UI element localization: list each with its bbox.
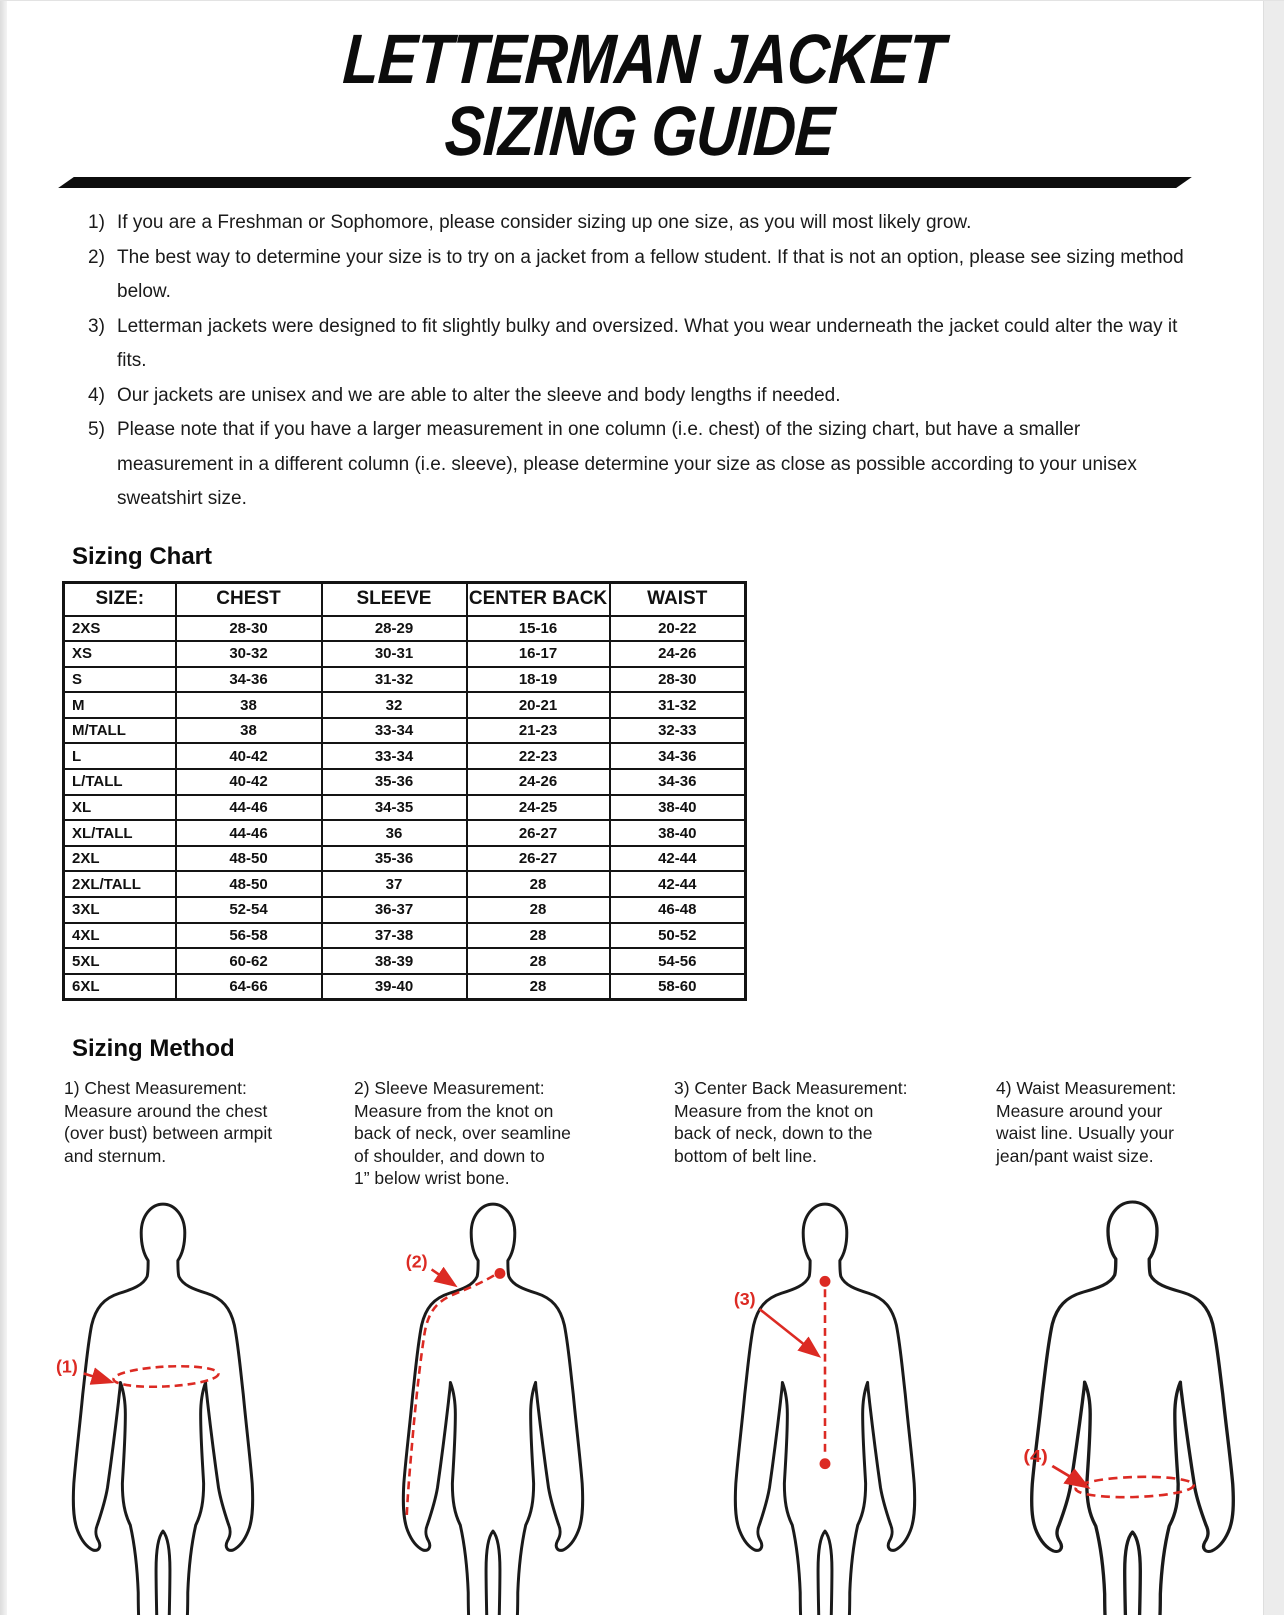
- value-cell: 20-22: [610, 616, 746, 642]
- table-header-row: [64, 582, 746, 616]
- note-text: If you are a Freshman or Sophomore, please consider sizing up one size, as you will most likely grow.: [117, 212, 972, 233]
- value-cell: 28-29: [322, 616, 467, 642]
- value-cell: 36-37: [322, 897, 467, 923]
- body-outline: [403, 1204, 582, 1615]
- value-cell: 48-50: [176, 846, 322, 872]
- size-cell: 3XL: [64, 897, 176, 923]
- body-outline: [1032, 1202, 1234, 1615]
- caption-line: Measure around your: [996, 1100, 1163, 1121]
- page-title: [337, 20, 947, 170]
- neck-knot-dot: [494, 1268, 505, 1279]
- value-cell: 38-40: [610, 820, 746, 846]
- value-cell: 34-36: [176, 667, 322, 693]
- value-cell: 32-33: [610, 718, 746, 744]
- sizing-table-body: [64, 616, 746, 1000]
- value-cell: 38: [176, 718, 322, 744]
- belt-line-dot: [820, 1458, 831, 1469]
- note-marker: 3): [88, 315, 105, 337]
- note-item: [88, 310, 1284, 379]
- figure-4-label: (4): [1023, 1446, 1048, 1467]
- size-cell: XL/TALL: [64, 820, 176, 846]
- method-caption-4: [996, 1077, 1284, 1190]
- value-cell: 56-58: [176, 923, 322, 949]
- value-cell: 31-32: [610, 692, 746, 718]
- value-cell: 22-23: [467, 743, 610, 769]
- caption-line: bottom of belt line.: [674, 1145, 817, 1166]
- column-header-chest: CHEST: [176, 582, 322, 616]
- size-cell: S: [64, 667, 176, 693]
- caption-line: Measure from the knot on: [354, 1100, 554, 1121]
- caption-line: back of neck, down to the: [674, 1123, 873, 1144]
- table-row: [64, 897, 746, 923]
- column-header-center-back: CENTER BACK: [467, 582, 610, 616]
- method-caption-2: [354, 1077, 674, 1190]
- size-cell: XL: [64, 795, 176, 821]
- size-cell: 2XL/TALL: [64, 871, 176, 897]
- caption-line: (over bust) between armpit: [64, 1123, 273, 1144]
- value-cell: 28: [467, 923, 610, 949]
- caption-line: jean/pant waist size.: [996, 1145, 1154, 1166]
- column-header-sleeve: SLEEVE: [322, 582, 467, 616]
- note-marker: 2): [88, 246, 105, 268]
- value-cell: 37: [322, 871, 467, 897]
- value-cell: 18-19: [467, 667, 610, 693]
- sizing-chart-heading: Sizing Chart: [72, 542, 213, 570]
- value-cell: 31-32: [322, 667, 467, 693]
- value-cell: 35-36: [322, 769, 467, 795]
- value-cell: 32: [322, 692, 467, 718]
- value-cell: 34-36: [610, 769, 746, 795]
- value-cell: 42-44: [610, 846, 746, 872]
- size-cell: L/TALL: [64, 769, 176, 795]
- size-cell: M/TALL: [64, 718, 176, 744]
- value-cell: 44-46: [176, 820, 322, 846]
- note-item: [88, 241, 1284, 310]
- value-cell: 46-48: [610, 897, 746, 923]
- table-row: [64, 692, 746, 718]
- value-cell: 40-42: [176, 743, 322, 769]
- caption-line: 3) Center Back Measurement:: [674, 1078, 908, 1099]
- note-item: [88, 379, 1284, 414]
- caption-line: of shoulder, and down to: [354, 1145, 545, 1166]
- caption-line: 1” below wrist bone.: [354, 1168, 510, 1189]
- value-cell: 58-60: [610, 974, 746, 1000]
- title-divider: [58, 177, 1192, 188]
- sizing-chart-table: [62, 581, 747, 1002]
- method-captions: [0, 1077, 1284, 1190]
- note-text: Please note that if you have a larger measurement in one column (i.e. chest) of the sizing chart, but have a smaller measurement in a different column (i.e. sleeve), please determine your size as close as possible according to your unisex sweatshirt size.: [117, 419, 1137, 509]
- table-row: [64, 923, 746, 949]
- value-cell: 54-56: [610, 948, 746, 974]
- value-cell: 21-23: [467, 718, 610, 744]
- size-cell: 2XS: [64, 616, 176, 642]
- note-marker: 5): [88, 419, 105, 440]
- value-cell: 26-27: [467, 820, 610, 846]
- table-row: [64, 718, 746, 744]
- body-outline: [73, 1204, 252, 1615]
- size-cell: M: [64, 692, 176, 718]
- caption-line: back of neck, over seamline: [354, 1123, 571, 1144]
- value-cell: 30-32: [176, 641, 322, 667]
- figure-center-back-measurement: [716, 1196, 934, 1615]
- value-cell: 34-35: [322, 795, 467, 821]
- figure-waist-measurement: [1010, 1196, 1255, 1615]
- figure-2-arrow: [432, 1269, 454, 1284]
- value-cell: 52-54: [176, 897, 322, 923]
- caption-line: 1) Chest Measurement:: [64, 1078, 247, 1099]
- note-marker: 4): [88, 384, 105, 406]
- value-cell: 24-25: [467, 795, 610, 821]
- value-cell: 37-38: [322, 923, 467, 949]
- value-cell: 24-26: [467, 769, 610, 795]
- value-cell: 20-21: [467, 692, 610, 718]
- figure-sleeve-measurement: [384, 1196, 602, 1615]
- figure-2-label: (2): [405, 1251, 428, 1272]
- value-cell: 26-27: [467, 846, 610, 872]
- method-figures: [0, 1196, 1284, 1615]
- value-cell: 44-46: [176, 795, 322, 821]
- note-marker: 1): [88, 212, 105, 233]
- table-row: [64, 974, 746, 1000]
- size-cell: 2XL: [64, 846, 176, 872]
- table-row: [64, 616, 746, 642]
- size-cell: 6XL: [64, 974, 176, 1000]
- caption-line: 4) Waist Measurement:: [996, 1078, 1177, 1099]
- note-text: The best way to determine your size is to try on a jacket from a fellow student. If that is not an option, please see sizing method below.: [117, 246, 1184, 302]
- method-caption-1: [64, 1077, 354, 1190]
- table-row: [64, 846, 746, 872]
- value-cell: 50-52: [610, 923, 746, 949]
- table-row: [64, 743, 746, 769]
- value-cell: 24-26: [610, 641, 746, 667]
- table-row: [64, 667, 746, 693]
- size-cell: 5XL: [64, 948, 176, 974]
- figure-chest-measurement: [54, 1196, 272, 1615]
- size-cell: XS: [64, 641, 176, 667]
- value-cell: 15-16: [467, 616, 610, 642]
- value-cell: 28: [467, 974, 610, 1000]
- value-cell: 16-17: [467, 641, 610, 667]
- note-item: [88, 206, 1284, 241]
- size-cell: L: [64, 743, 176, 769]
- title-line-2: SIZING GUIDE: [443, 92, 837, 170]
- note-item: [88, 413, 1284, 517]
- table-row: [64, 795, 746, 821]
- table-row: [64, 769, 746, 795]
- value-cell: 28: [467, 897, 610, 923]
- figure-3-label: (3): [733, 1289, 756, 1310]
- column-header-size: SIZE:: [64, 582, 176, 616]
- caption-line: and sternum.: [64, 1145, 167, 1166]
- value-cell: 33-34: [322, 743, 467, 769]
- note-text: Letterman jackets were designed to fit slightly bulky and oversized. What you wear underneath the jacket could alter the way it fits.: [117, 315, 1178, 371]
- value-cell: 36: [322, 820, 467, 846]
- value-cell: 64-66: [176, 974, 322, 1000]
- sizing-method-heading: Sizing Method: [72, 1035, 235, 1063]
- figure-1-label: (1): [55, 1356, 78, 1377]
- value-cell: 39-40: [322, 974, 467, 1000]
- value-cell: 28-30: [176, 616, 322, 642]
- value-cell: 34-36: [610, 743, 746, 769]
- method-caption-3: [674, 1077, 996, 1190]
- notes-list: [88, 206, 1284, 517]
- value-cell: 48-50: [176, 871, 322, 897]
- column-header-waist: WAIST: [610, 582, 746, 616]
- caption-line: Measure from the knot on: [674, 1100, 874, 1121]
- value-cell: 28: [467, 871, 610, 897]
- table-row: [64, 948, 746, 974]
- neck-knot-dot: [820, 1276, 831, 1287]
- table-row: [64, 871, 746, 897]
- value-cell: 28: [467, 948, 610, 974]
- value-cell: 60-62: [176, 948, 322, 974]
- table-row: [64, 641, 746, 667]
- note-text: Our jackets are unisex and we are able to alter the sleeve and body lengths if needed.: [117, 384, 841, 406]
- value-cell: 30-31: [322, 641, 467, 667]
- size-cell: 4XL: [64, 923, 176, 949]
- table-row: [64, 820, 746, 846]
- title-line-1: LETTERMAN JACKET: [341, 20, 947, 98]
- value-cell: 42-44: [610, 871, 746, 897]
- value-cell: 38-40: [610, 795, 746, 821]
- caption-line: waist line. Usually your: [996, 1123, 1174, 1144]
- caption-line: Measure around the chest: [64, 1100, 268, 1121]
- value-cell: 38-39: [322, 948, 467, 974]
- value-cell: 28-30: [610, 667, 746, 693]
- value-cell: 40-42: [176, 769, 322, 795]
- caption-line: 2) Sleeve Measurement:: [354, 1078, 545, 1099]
- value-cell: 33-34: [322, 718, 467, 744]
- value-cell: 35-36: [322, 846, 467, 872]
- value-cell: 38: [176, 692, 322, 718]
